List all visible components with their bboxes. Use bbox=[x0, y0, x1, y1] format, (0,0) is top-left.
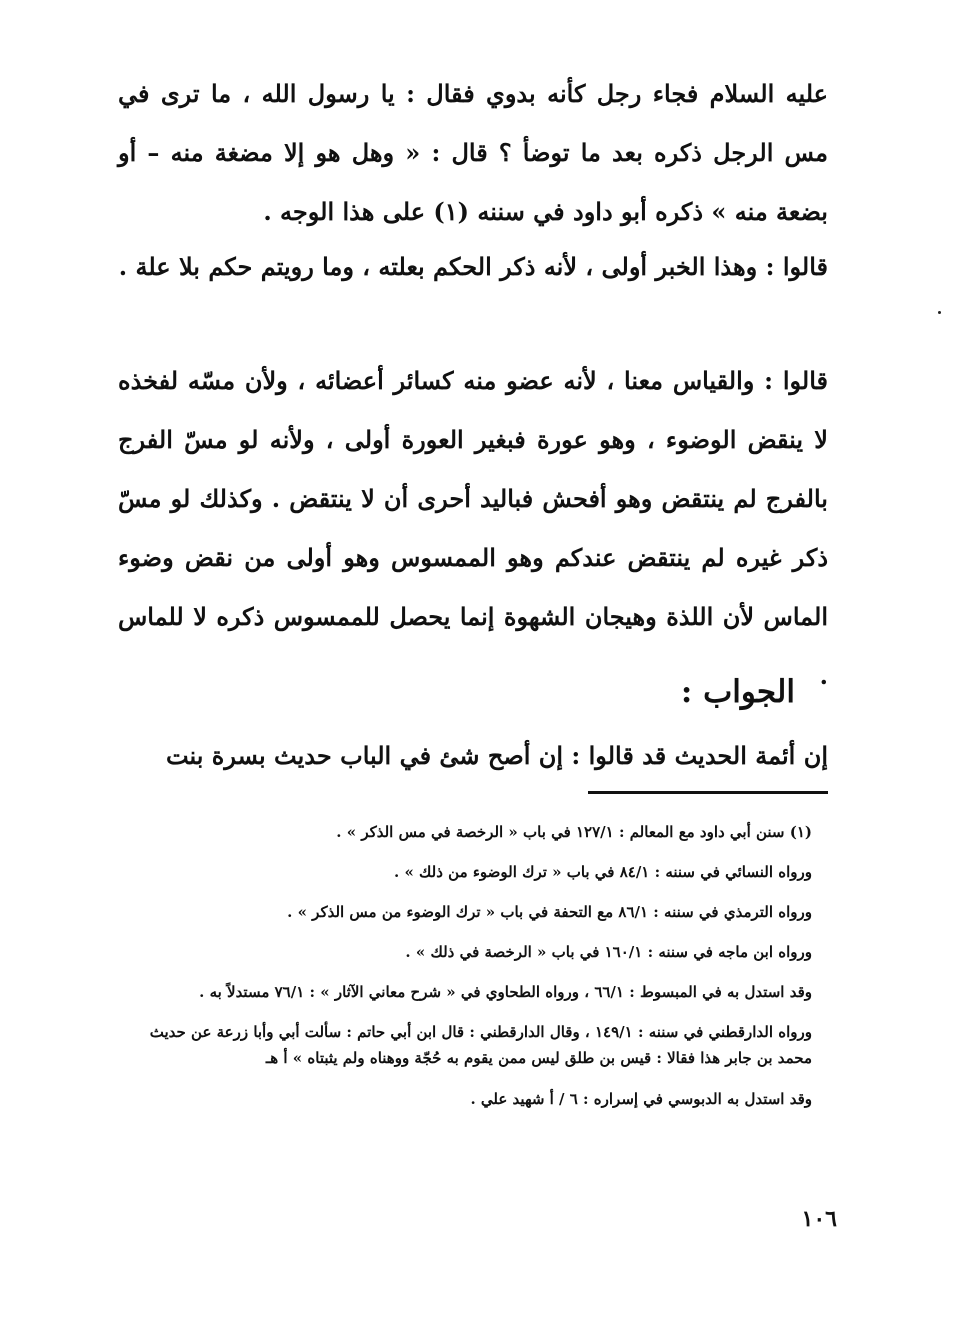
section-heading: الجواب : bbox=[680, 674, 795, 710]
paragraph-1: عليه السلام فجاء رجل كأنه بدوي فقال : يا رسول الله ، ما ترى في مس الرجل ذكره بعد ما توضأ ؟ قال : « وهل هو إلا مضغة منه – أو بضعة منه » ذكره أبو داود في سننه (١) على هذا الوجه . bbox=[118, 79, 828, 226]
footnote-line: ورواه الترمذي في سننه : ٨٦/١ مع التحفة في باب « ترك الوضوء من مس الذكر » . bbox=[287, 903, 812, 921]
page-number: ١٠٦ bbox=[801, 1206, 837, 1232]
footnote-line: وقد استدل به في المبسوط : ٦٦/١ ، ورواه الطحاوي في « شرح معاني الآثار » : ٧٦/١ مستدلاً به . bbox=[199, 983, 812, 1001]
paragraph-4: إن أئمة الحديث قد قالوا : إن أصح شئ في الباب حديث بسرة بنت bbox=[165, 741, 828, 770]
footnote-line: ورواه الدارقطني في سننه : ١٤٩/١ ، وقال الدارقطني : قال ابن أبي حاتم : سألت أبي وأبا زرعة عن حديث محمد بن جابر هذا فقالا : قيس بن طلق ليس ممن يقوم به حُجّة ووهناه ولم يثبتاه » أ هـ bbox=[149, 1023, 812, 1067]
footnote-line: (١) سنن أبي داود مع المعالم : ١٢٧/١ في باب « الرخصة في مس الذكر » . bbox=[336, 823, 812, 841]
main-text-block-3 bbox=[118, 351, 828, 705]
main-text-block-4 bbox=[118, 726, 828, 785]
main-text-block-1 bbox=[118, 64, 828, 241]
footnote-separator bbox=[588, 791, 828, 794]
main-text-block-2 bbox=[118, 237, 828, 296]
margin-mark bbox=[938, 311, 941, 314]
paragraph-3: قالوا : والقياس معنا ، لأنه عضو منه كسائر أعضائه ، ولأن مسّه لفخذه لا ينقض الوضوء ، وهو عورة فبغير العورة أولى ، ولأنه لو مسّ الفرج بالفرج لم ينتقض وهو أفحش فباليد أحرى أن لا ينتقض . وكذلك لو مسّ ذكر غيره لم ينتقض عندكم وهو الممسوس وهو أولى من نقض وضوء الماس لأن اللذة وهيجان الشهوة إنما يحصل للممسوس ذكره لا للماس . bbox=[118, 366, 829, 690]
footnote-line: ورواه ابن ماجه في سننه : ١٦٠/١ في باب « الرخصة في ذلك » . bbox=[405, 943, 812, 961]
footnote-line: ورواه النسائي في سننه : ٨٤/١ في باب « ترك الوضوء من ذلك » . bbox=[394, 863, 812, 881]
footnote-line: وقد استدل به الدبوسي في إسراره : ٦ / أ شهيد علي . bbox=[470, 1090, 812, 1108]
footnotes bbox=[114, 812, 836, 1119]
paragraph-2: قالوا : وهذا الخبر أولى ، لأنه ذكر الحكم بعلته ، وما رويتم حكم بلا علة . bbox=[118, 252, 828, 281]
